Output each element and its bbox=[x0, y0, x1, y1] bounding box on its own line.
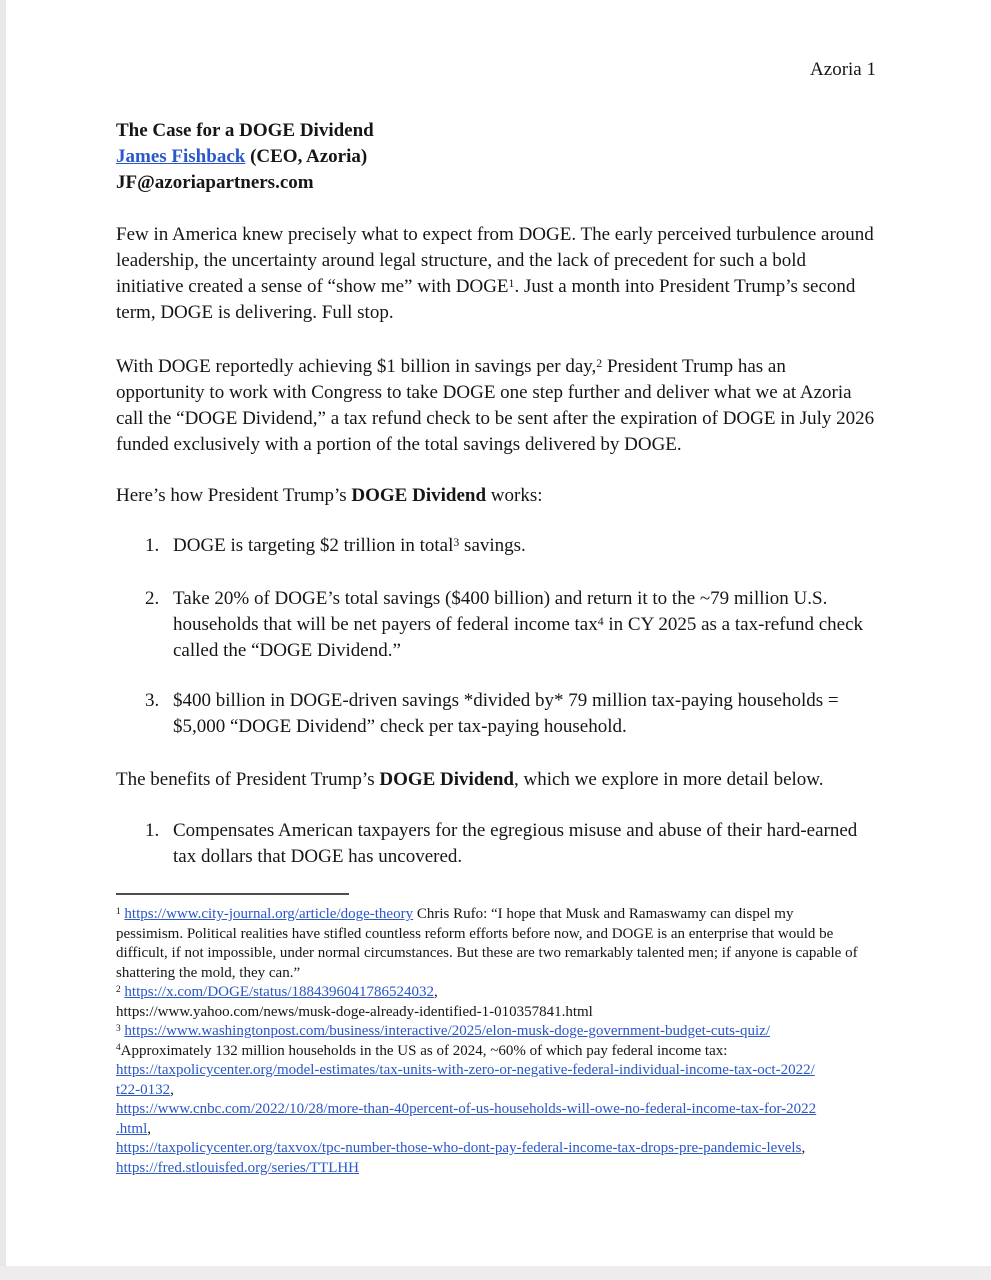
hyperlink[interactable]: t22-0132 bbox=[116, 1081, 171, 1098]
text-run: , bbox=[801, 1140, 806, 1156]
how-list-item-3 bbox=[116, 688, 876, 740]
text-run: , bbox=[147, 1120, 152, 1137]
text-run: savings. bbox=[459, 535, 526, 556]
text-run: The benefits of President Trump’s bbox=[116, 769, 380, 790]
footnote-reference: 3 bbox=[453, 535, 460, 549]
hyperlink[interactable]: https://taxpolicycenter.org/model-estimates/tax-units-with-zero-or-negative-federal-individual-income-tax-oct-2022/ bbox=[116, 1062, 815, 1078]
hyperlink[interactable]: https://x.com/DOGE/status/1884396041786524032 bbox=[124, 984, 434, 1000]
list-number: 1. bbox=[145, 535, 160, 556]
document-title bbox=[116, 118, 876, 144]
text-run: https://www.yahoo.com/news/musk-doge-already-identified-1-010357841.html bbox=[116, 1003, 593, 1020]
text-run: President Trump has an opportunity to work with Congress to take DOGE one step further and deliver what we at Azoria call the “DOGE Dividend,” a tax refund check to be sent after the expiration of DOGE in July 2026 funded exclusively with a portion of the total savings delivered by DOGE. bbox=[116, 356, 875, 455]
benefits-list-item-1 bbox=[116, 818, 876, 870]
benefits-intro bbox=[116, 767, 876, 793]
footnote-reference: 3 bbox=[116, 1023, 121, 1034]
text-run: $400 billion in DOGE-driven savings *divided by* 79 million tax-paying households = $5,000 “DOGE Dividend” check per tax-paying household. bbox=[173, 690, 839, 737]
text-run: in CY 2025 as a tax-refund check called the “DOGE Dividend.” bbox=[173, 614, 864, 661]
list-number: 1. bbox=[145, 820, 160, 841]
list-item-text bbox=[173, 690, 839, 737]
how-list-item-2 bbox=[116, 586, 876, 664]
text-run: Here’s how President Trump’s bbox=[116, 485, 352, 506]
how-it-works-intro bbox=[116, 483, 876, 509]
footnote-reference: 2 bbox=[596, 356, 603, 370]
footnote-reference: 2 bbox=[116, 984, 121, 995]
page-header bbox=[116, 57, 876, 83]
footnote-reference: 4 bbox=[597, 614, 604, 628]
text-run: DOGE is targeting $2 trillion in total bbox=[173, 535, 454, 556]
title-block bbox=[116, 118, 876, 196]
list-item-text bbox=[173, 535, 526, 556]
hyperlink[interactable]: https://www.city-journal.org/article/doge-theory bbox=[124, 906, 414, 922]
list-item-text bbox=[173, 820, 857, 867]
hyperlink[interactable]: https://www.washingtonpost.com/business/interactive/2025/elon-musk-doge-government-budget-cuts-quiz/ bbox=[124, 1023, 770, 1039]
list-item-text bbox=[173, 588, 863, 661]
text-run: , bbox=[434, 984, 438, 1000]
hyperlink[interactable]: https://fred.stlouisfed.org/series/TTLHH bbox=[116, 1159, 360, 1176]
text-run: Take 20% of DOGE’s total savings ($400 billion) and return it to the ~79 million U.S. households that will be net payers of federal income tax bbox=[173, 588, 828, 635]
byline bbox=[116, 144, 876, 170]
text-run: , which we explore in more detail below. bbox=[513, 769, 824, 790]
hyperlink[interactable]: .html bbox=[116, 1120, 148, 1137]
text-run: Chris Rufo: “I hope that Musk and Ramaswamy can dispel my pessimism. Political realities have stifled countless reform efforts before now, and DOGE is an enterprise that would be difficult, if not impossible, under normal circumstances. But these are two remarkably talented men; if anyone is capable of shattering the mold, they can.” bbox=[116, 906, 858, 981]
page-bottom-edge bbox=[0, 1266, 991, 1280]
text-run: works: bbox=[486, 485, 543, 506]
bold-text-run: (CEO, Azoria) bbox=[245, 146, 368, 167]
footnote-4 bbox=[116, 1042, 861, 1179]
list-number: 3. bbox=[145, 690, 160, 711]
hyperlink[interactable]: https://www.cnbc.com/2022/10/28/more-than-40percent-of-us-households-will-owe-no-federal-income-tax-for-2022 bbox=[116, 1101, 817, 1117]
footnote-reference: 1 bbox=[116, 906, 121, 917]
page-number-label: Azoria 1 bbox=[810, 59, 876, 80]
author-email bbox=[116, 170, 876, 196]
hyperlink[interactable]: James Fishback bbox=[116, 146, 246, 167]
text-run: Few in America knew precisely what to expect from DOGE. The early perceived turbulence around leadership, the uncertainty around legal structure, and the lack of precedent for such a bold initiative created a sense of “show me” with DOGE bbox=[116, 224, 874, 297]
footnotes-section bbox=[116, 905, 876, 1178]
paragraph-doge-intro bbox=[116, 222, 876, 326]
page-left-edge bbox=[0, 0, 6, 1280]
text-run: Compensates American taxpayers for the egregious misuse and abuse of their hard-earned tax dollars that DOGE has uncovered. bbox=[173, 820, 858, 867]
hyperlink[interactable]: https://taxpolicycenter.org/taxvox/tpc-number-those-who-dont-pay-federal-income-tax-drops-pre-pandemic-levels bbox=[116, 1140, 802, 1156]
bold-text-run: JF@azoriapartners.com bbox=[116, 172, 314, 193]
text-run: With DOGE reportedly achieving $1 billion in savings per day, bbox=[116, 356, 597, 377]
how-list-item-1 bbox=[116, 533, 876, 559]
footnote-reference: 4 bbox=[116, 1043, 121, 1054]
text-run: . Just a month into President Trump’s second term, DOGE is delivering. Full stop. bbox=[116, 276, 856, 323]
bold-text-run: DOGE Dividend bbox=[351, 485, 487, 506]
footnote-2 bbox=[116, 983, 861, 1022]
text-run: , bbox=[170, 1081, 174, 1098]
bold-text-run: DOGE Dividend bbox=[379, 769, 514, 790]
bold-text-run: The Case for a DOGE Dividend bbox=[116, 120, 374, 141]
text-run: Approximately 132 million households in the US as of 2024, ~60% of which pay federal income tax: bbox=[120, 1042, 728, 1059]
footnote-1 bbox=[116, 905, 861, 983]
list-number: 2. bbox=[145, 588, 160, 609]
footnote-reference: 1 bbox=[508, 276, 515, 290]
footnote-separator bbox=[116, 893, 349, 895]
paragraph-doge-dividend-proposal bbox=[116, 354, 876, 458]
footnote-3 bbox=[116, 1022, 861, 1042]
